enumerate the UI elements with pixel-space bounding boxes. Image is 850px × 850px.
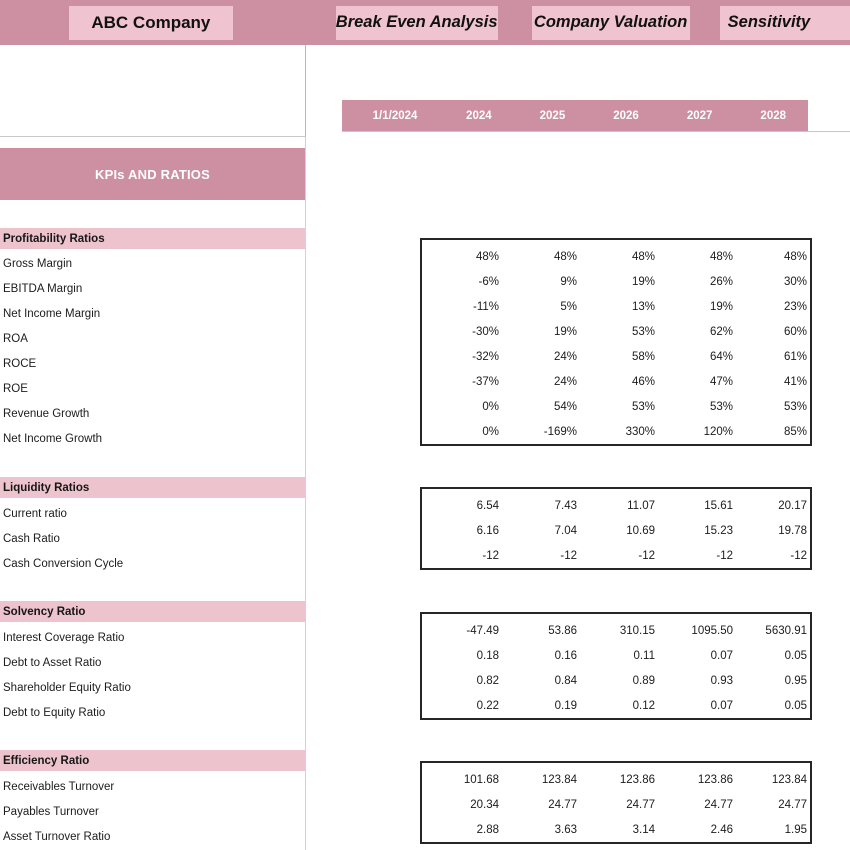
data-cell: 123.84 (771, 773, 807, 786)
table-row (422, 344, 810, 369)
data-cell: 0.05 (784, 649, 807, 662)
data-cell: 123.86 (697, 773, 733, 786)
table-row (422, 244, 810, 269)
date-header-cell-2028: 2028 (760, 109, 787, 122)
data-cell: 0.18 (476, 649, 499, 662)
tab-break-even-analysis[interactable]: Break Even Analysis (336, 6, 498, 40)
data-cell: 85% (783, 425, 807, 438)
date-header-cell-2027: 2027 (686, 109, 713, 122)
data-cell: 24.77 (626, 798, 655, 811)
row-label-net-income-margin: Net Income Margin (3, 308, 101, 320)
data-cell: 53% (631, 325, 655, 338)
data-cell: 30% (783, 275, 807, 288)
row-label-debt-to-equity-ratio: Debt to Equity Ratio (3, 707, 106, 719)
data-cell: 61% (783, 350, 807, 363)
data-cell: 48% (553, 250, 577, 263)
data-cell: 15.23 (704, 524, 733, 537)
grid-line-under-date-band (342, 131, 850, 132)
row-label-receivables-turnover: Receivables Turnover (3, 781, 115, 793)
data-cell: 19% (553, 325, 577, 338)
data-cell: 0.11 (633, 649, 655, 662)
row-label-roce: ROCE (3, 358, 37, 370)
data-cell: 0.93 (710, 674, 733, 687)
tab-sensitivity[interactable]: Sensitivity (720, 6, 850, 40)
data-cell: 11.07 (627, 499, 655, 512)
row-label-net-income-growth: Net Income Growth (3, 433, 103, 445)
data-cell: 10.69 (626, 524, 655, 537)
data-cell: -30% (472, 325, 499, 338)
table-row (422, 792, 810, 817)
data-cell: 24.77 (778, 798, 807, 811)
data-cell: -12 (638, 549, 655, 562)
data-cell: 19.78 (778, 524, 807, 537)
data-cell: 19% (709, 300, 733, 313)
table-row (422, 618, 810, 643)
tab-abc-company[interactable]: ABC Company (69, 6, 233, 40)
table-row (422, 543, 810, 568)
data-cell: 120% (703, 425, 733, 438)
data-cell: -169% (543, 425, 577, 438)
section-header-profitability-ratios: Profitability Ratios (0, 228, 305, 249)
data-cell: -12 (790, 549, 807, 562)
data-cell: 48% (475, 250, 499, 263)
data-cell: 48% (709, 250, 733, 263)
data-cell: -32% (472, 350, 499, 363)
data-box-efficiency-ratio (420, 761, 812, 844)
row-label-current-ratio: Current ratio (3, 508, 67, 520)
data-cell: 3.14 (632, 823, 655, 836)
table-row (422, 493, 810, 518)
data-cell: 0.82 (476, 674, 499, 687)
data-cell: 23% (783, 300, 807, 313)
data-cell: -12 (560, 549, 577, 562)
grid-horizontal-divider-top (0, 136, 306, 137)
data-cell: 60% (783, 325, 807, 338)
data-cell: 24.77 (548, 798, 577, 811)
table-row (422, 817, 810, 842)
data-cell: 53% (709, 400, 733, 413)
row-label-payables-turnover: Payables Turnover (3, 806, 99, 818)
date-header-row (342, 100, 808, 131)
data-cell: 6.16 (476, 524, 499, 537)
data-cell: 46% (631, 375, 655, 388)
table-row (422, 419, 810, 444)
date-header-cell-2024: 2024 (466, 109, 492, 122)
data-cell: 6.54 (476, 499, 499, 512)
date-header-cell-2026: 2026 (613, 109, 639, 122)
data-cell: 310.15 (619, 624, 655, 637)
data-box-liquidity-ratios (420, 487, 812, 570)
row-label-gross-margin: Gross Margin (3, 258, 73, 270)
table-row (422, 767, 810, 792)
row-label-debt-to-asset-ratio: Debt to Asset Ratio (3, 657, 102, 669)
date-header-cell-2025: 2025 (539, 109, 566, 122)
data-cell: 20.34 (470, 798, 499, 811)
page-title: KPIs AND RATIOS (0, 148, 305, 200)
data-cell: 9% (560, 275, 577, 288)
data-cell: 53% (783, 400, 807, 413)
data-cell: 13% (631, 300, 655, 313)
table-row (422, 294, 810, 319)
data-cell: 48% (783, 250, 807, 263)
data-cell: 0.22 (476, 699, 499, 712)
data-cell: 0.84 (554, 674, 577, 687)
data-cell: 0.12 (632, 699, 655, 712)
data-cell: 62% (709, 325, 733, 338)
data-cell: -47.49 (466, 624, 499, 637)
data-cell: 47% (709, 375, 733, 388)
row-label-cash-conversion-cycle: Cash Conversion Cycle (3, 558, 124, 570)
data-box-solvency-ratio (420, 612, 812, 720)
data-cell: 330% (625, 425, 655, 438)
row-label-interest-coverage-ratio: Interest Coverage Ratio (3, 632, 125, 644)
data-box-profitability-ratios (420, 238, 812, 446)
data-cell: -6% (478, 275, 499, 288)
data-cell: 0.89 (632, 674, 655, 687)
row-label-ebitda-margin: EBITDA Margin (3, 283, 83, 295)
data-cell: 7.04 (554, 524, 577, 537)
data-cell: 0.05 (784, 699, 807, 712)
data-cell: 54% (553, 400, 577, 413)
data-cell: 1.95 (784, 823, 807, 836)
data-cell: -12 (716, 549, 733, 562)
data-cell: 2.46 (710, 823, 733, 836)
data-cell: 24% (553, 375, 577, 388)
data-cell: 0.07 (710, 649, 733, 662)
row-label-roa: ROA (3, 333, 28, 345)
data-cell: -37% (472, 375, 499, 388)
table-row (422, 643, 810, 668)
data-cell: 19% (631, 275, 655, 288)
data-cell: 0.95 (784, 674, 807, 687)
section-header-liquidity-ratios: Liquidity Ratios (0, 477, 305, 498)
data-cell: 24.77 (704, 798, 733, 811)
table-row (422, 693, 810, 718)
section-header-solvency-ratio: Solvency Ratio (0, 601, 305, 622)
data-cell: 123.84 (541, 773, 577, 786)
data-cell: 123.86 (619, 773, 655, 786)
data-cell: 1095.50 (691, 624, 733, 637)
section-header-efficiency-ratio: Efficiency Ratio (0, 750, 305, 771)
data-cell: 20.17 (778, 499, 807, 512)
table-row (422, 269, 810, 294)
data-cell: 5630.91 (765, 624, 807, 637)
data-cell: 0.07 (710, 699, 733, 712)
grid-vertical-divider-top (305, 45, 306, 137)
row-label-roe: ROE (3, 383, 28, 395)
row-label-asset-turnover-ratio: Asset Turnover Ratio (3, 831, 111, 843)
data-cell: 0% (482, 425, 499, 438)
data-cell: -11% (473, 300, 499, 313)
data-cell: 2.88 (476, 823, 499, 836)
row-label-shareholder-equity-ratio: Shareholder Equity Ratio (3, 682, 131, 694)
data-cell: 0% (482, 400, 499, 413)
table-row (422, 668, 810, 693)
data-cell: 53.86 (548, 624, 577, 637)
grid-vertical-divider-main (305, 137, 306, 850)
date-header-cell-start: 1/1/2024 (372, 109, 418, 122)
row-label-revenue-growth: Revenue Growth (3, 408, 90, 420)
data-cell: 3.63 (554, 823, 577, 836)
tab-company-valuation[interactable]: Company Valuation (532, 6, 690, 40)
data-cell: 53% (631, 400, 655, 413)
table-row (422, 319, 810, 344)
data-cell: 41% (783, 375, 807, 388)
data-cell: 58% (631, 350, 655, 363)
data-cell: -12 (482, 549, 499, 562)
data-cell: 7.43 (554, 499, 577, 512)
data-cell: 0.16 (554, 649, 577, 662)
table-row (422, 394, 810, 419)
data-cell: 26% (709, 275, 733, 288)
table-row (422, 518, 810, 543)
data-cell: 64% (709, 350, 733, 363)
data-cell: 15.61 (704, 499, 733, 512)
row-label-cash-ratio: Cash Ratio (3, 533, 60, 545)
top-tab-bar (0, 0, 850, 45)
data-cell: 24% (553, 350, 577, 363)
table-row (422, 369, 810, 394)
data-cell: 101.68 (463, 773, 499, 786)
data-cell: 5% (560, 300, 577, 313)
data-cell: 48% (631, 250, 655, 263)
data-cell: 0.19 (554, 699, 577, 712)
